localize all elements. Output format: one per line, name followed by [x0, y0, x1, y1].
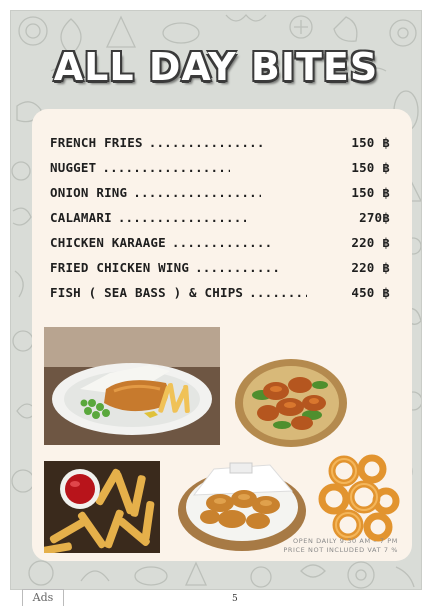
opening-hours-note — [283, 537, 398, 555]
menu-item-price: 270฿ — [359, 210, 390, 225]
onion-ring-photo — [314, 449, 402, 545]
leader-dots — [133, 185, 261, 200]
menu-item — [50, 260, 390, 285]
menu-item-name: NUGGET — [50, 160, 97, 175]
menu-item-price: 220 ฿ — [351, 260, 390, 275]
french-fries-photo — [44, 461, 160, 553]
leader-dots — [249, 285, 307, 300]
menu-item-price: 150 ฿ — [351, 160, 390, 175]
chicken-wing-photo — [232, 355, 350, 449]
menu-item-name: FISH ( SEA BASS ) & CHIPS — [50, 285, 244, 300]
menu-item-price: 150 ฿ — [351, 135, 390, 150]
page-number: 5 — [232, 594, 238, 604]
leader-dots — [102, 160, 230, 175]
menu-card — [32, 109, 412, 561]
menu-item-price: 220 ฿ — [351, 235, 390, 250]
leader-dots — [118, 210, 246, 225]
ads-tab[interactable]: Ads — [22, 589, 64, 606]
menu-item-name: CHICKEN KARAAGE — [50, 235, 166, 250]
menu-item-name: FRENCH FRIES — [50, 135, 143, 150]
menu-item — [50, 160, 390, 185]
menu-list — [50, 135, 390, 310]
menu-page — [10, 10, 422, 590]
menu-item — [50, 285, 390, 310]
vat-note-text: PRICE NOT INCLUDED VAT 7 % — [283, 546, 398, 554]
menu-item-name: CALAMARI — [50, 210, 112, 225]
leader-dots — [172, 235, 272, 250]
menu-item — [50, 135, 390, 160]
menu-item-name: ONION RING — [50, 185, 128, 200]
menu-item — [50, 185, 390, 210]
menu-item — [50, 210, 390, 235]
menu-item — [50, 235, 390, 260]
menu-title: ALL DAY BITES — [53, 45, 379, 89]
menu-item-price: 450 ฿ — [351, 285, 390, 300]
menu-item-name: FRIED CHICKEN WING — [50, 260, 190, 275]
fish-and-chips-photo — [44, 327, 220, 445]
leader-dots — [195, 260, 279, 275]
leader-dots — [149, 135, 267, 150]
opening-hours-text: OPEN DAILY 9:30 AM – 7 PM — [293, 537, 398, 545]
menu-item-price: 150 ฿ — [351, 185, 390, 200]
